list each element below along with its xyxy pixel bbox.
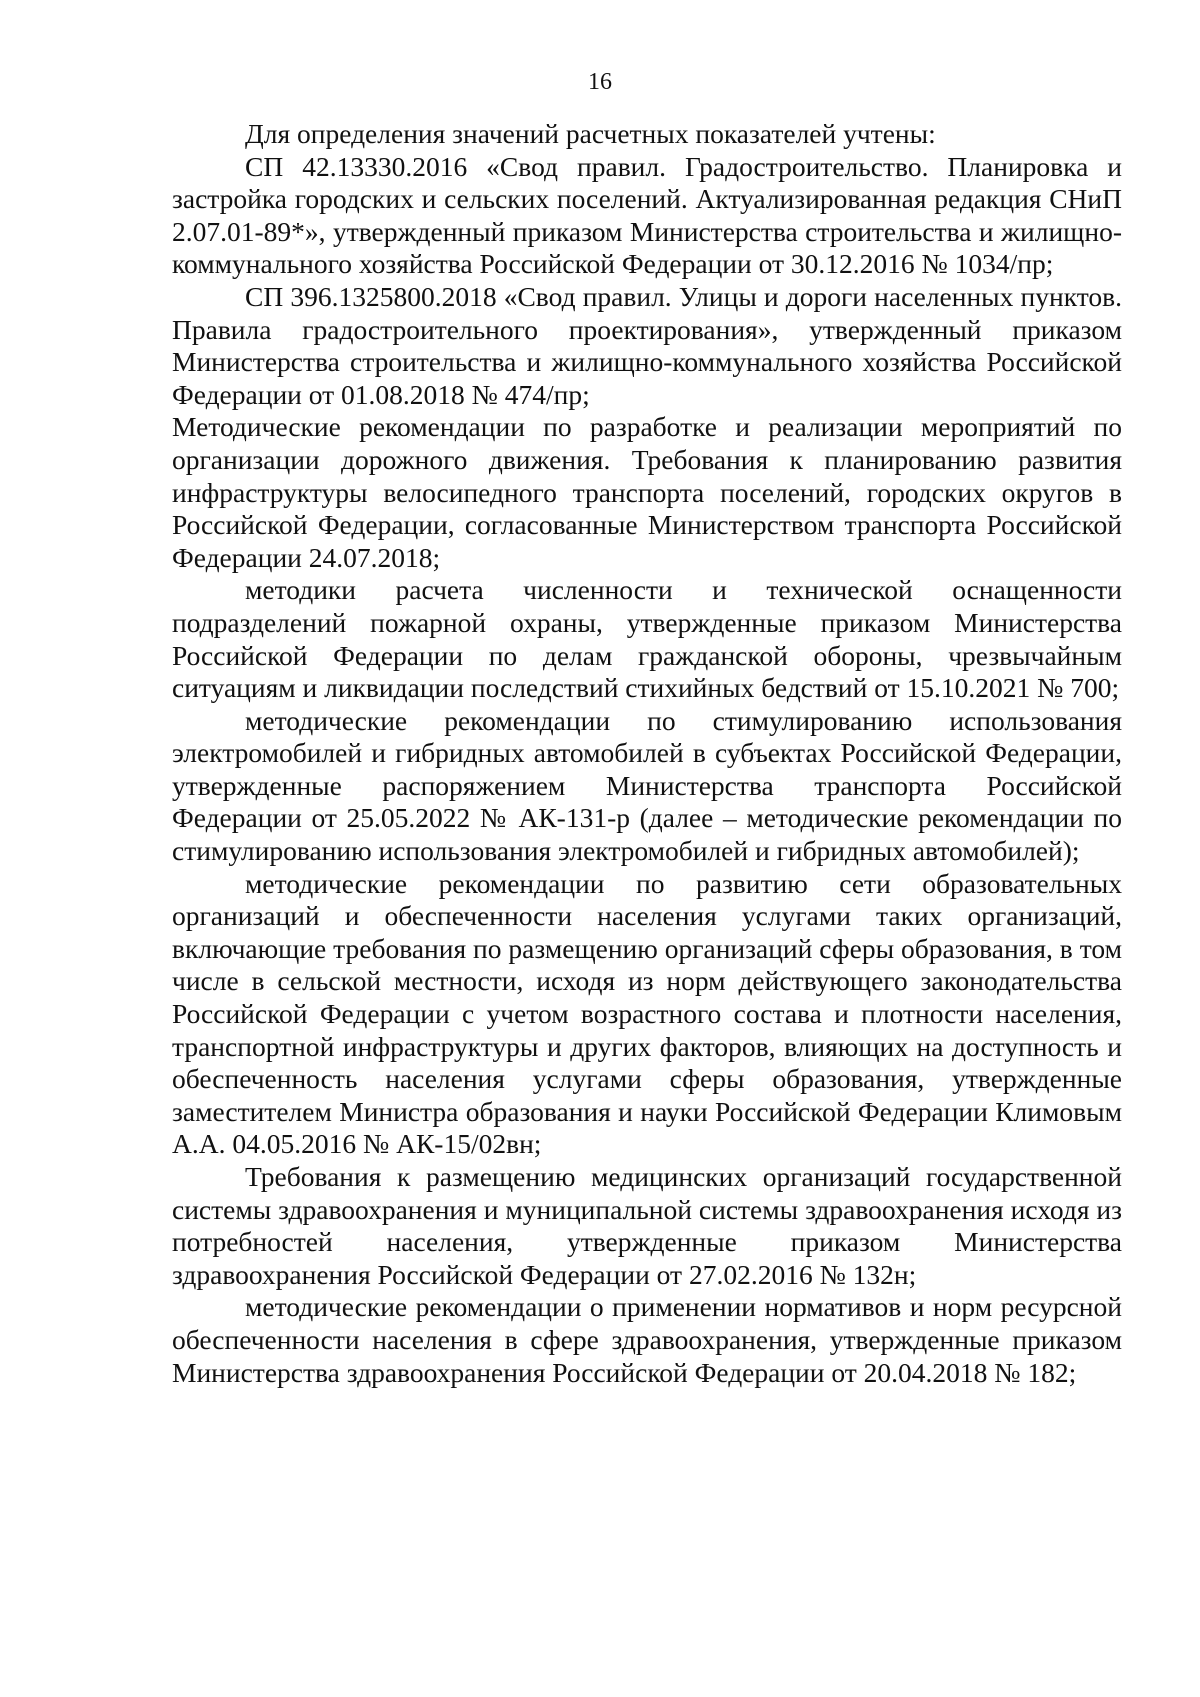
document-body xyxy=(172,118,1122,1389)
paragraph-intro: Для определения значений расчетных показателей учтены: xyxy=(245,118,936,149)
paragraph-fire-protection: методики расчета численности и технической оснащенности подразделений пожарной охраны, утвержденные приказом Министерства Российской Федерации по делам гражданской обороны, чрезвычайным ситуациям и ликвидации последствий стихийных бедствий от 15.10.2021 № 700; xyxy=(172,574,1122,704)
paragraph-sp-42: СП 42.13330.2016 «Свод правил. Градостроительство. Планировка и застройка городских и сельских поселений. Актуализированная редакция СНиП 2.07.01-89*», утвержденный приказом Министерства строительства и жилищно-коммунального хозяйства Российской Федерации от 30.12.2016 № 1034/пр; xyxy=(172,150,1122,280)
paragraph-healthcare-norms: методические рекомендации о применении нормативов и норм ресурсной обеспеченности населения в сфере здравоохранения, утвержденные приказом Министерства здравоохранения Российской Федерации от 20.04.2018 № 182; xyxy=(172,1291,1122,1388)
page-number: 16 xyxy=(588,69,612,95)
paragraph-medical-organizations: Требования к размещению медицинских организаций государственной системы здравоохранения и муниципальной системы здравоохранения исходя из потребностей населения, утвержденные приказом Министерства здравоохранения Российской Федерации от 27.02.2016 № 132н; xyxy=(172,1161,1122,1290)
paragraph-sp-396: СП 396.1325800.2018 «Свод правил. Улицы и дороги населенных пунктов. Правила градостроительного проектирования», утвержденный приказом Министерства строительства и жилищно-коммунального хозяйства Российской Федерации от 01.08.2018 № 474/пр; xyxy=(172,280,1122,410)
paragraph-electromobiles: методические рекомендации по стимулированию использования электромобилей и гибридных автомобилей в субъектах Российской Федерации, утвержденные распоряжением Министерства транспорта Российской Федерации от 25.05.2022 № АК-131-р (далее – методические рекомендации по стимулированию использования электромобилей и гибридных автомобилей); xyxy=(172,704,1122,867)
paragraph-education: методические рекомендации по развитию сети образовательных организаций и обеспеченности населения услугами таких организаций, включающие требования по размещению организаций сферы образования, в том числе в сельской местности, исходя из норм действующего законодательства Российской Федерации с учетом возрастного состава и плотности населения, транспортной инфраструктуры и других факторов, влияющих на доступность и обеспеченность населения услугами сферы образования, утвержденные заместителем Министра образования и науки Российской Федерации Климовым А.А. 04.05.2016 № АК-15/02вн; xyxy=(172,867,1122,1160)
paragraph-bicycle-infrastructure: Методические рекомендации по разработке и реализации мероприятий по организации дорожного движения. Требования к планированию развития инфраструктуры велосипедного транспорта поселений, городских округов в Российской Федерации, согласованные Министерством транспорта Российской Федерации 24.07.2018; xyxy=(172,411,1122,573)
